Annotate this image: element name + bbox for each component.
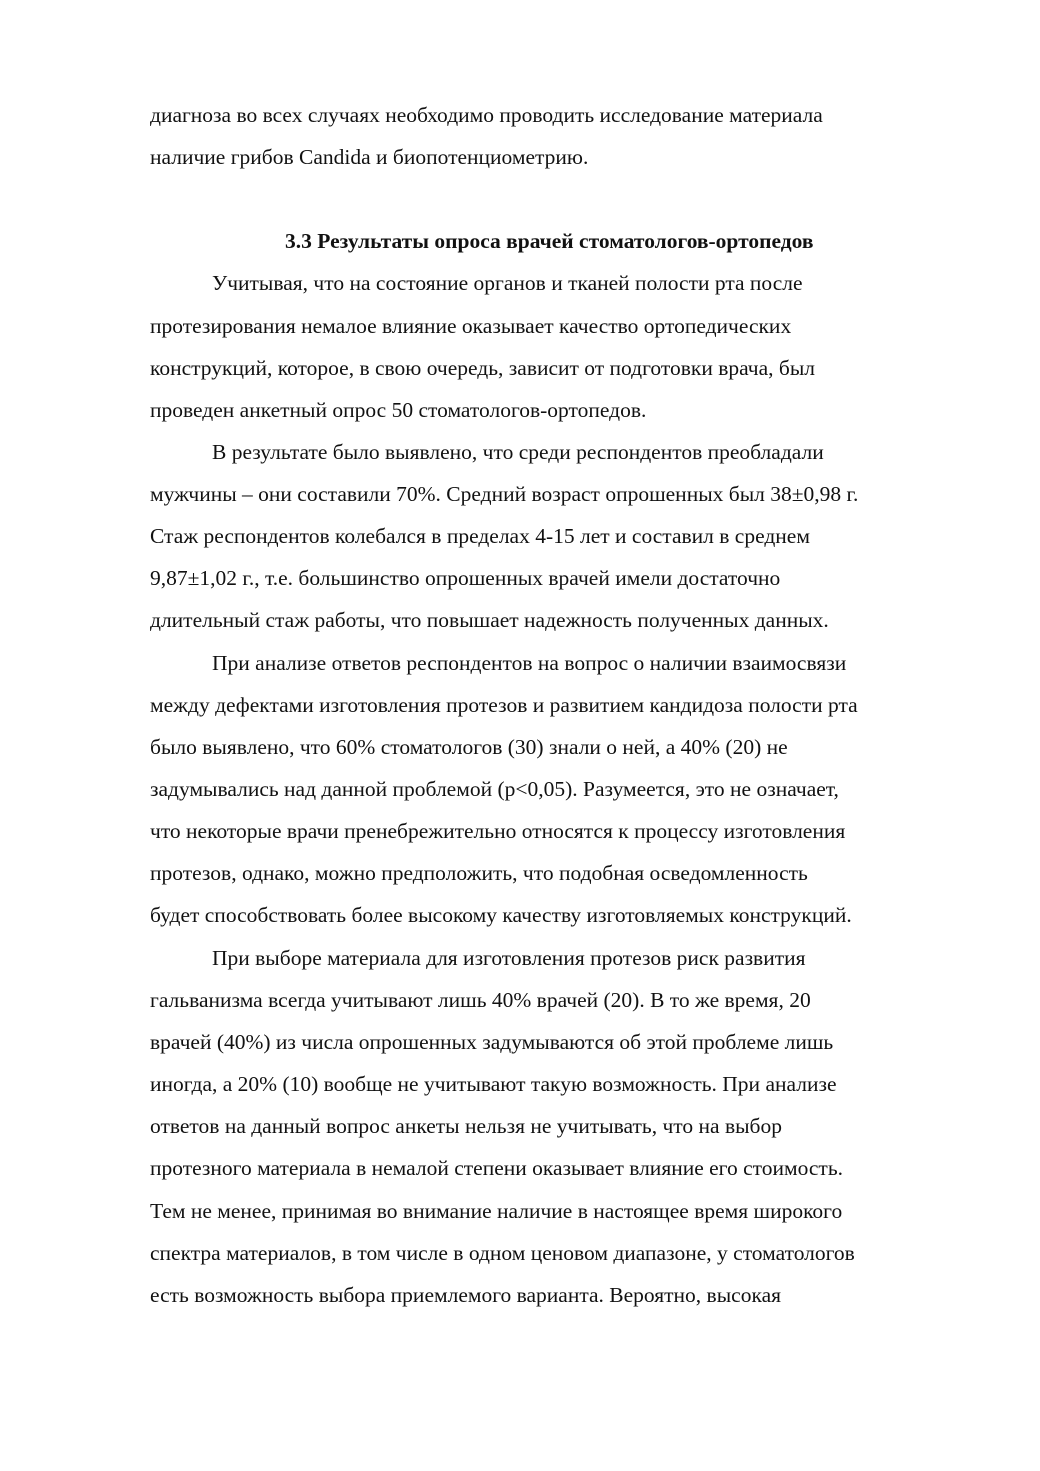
paragraph3-line-2: между дефектами изготовления протезов и развитием кандидоза полости рта	[150, 693, 858, 717]
paragraph3-line-7: будет способствовать более высокому качеству изготовляемых конструкций.	[150, 903, 852, 927]
paragraph4-line-3: врачей (40%) из числа опрошенных задумываются об этой проблеме лишь	[150, 1030, 834, 1054]
paragraph2-line-1: В результате было выявлено, что среди респондентов преобладали	[212, 440, 824, 464]
paragraph2-line-3: Стаж респондентов колебался в пределах 4-15 лет и составил в среднем	[150, 524, 810, 548]
paragraph3-line-3: было выявлено, что 60% стоматологов (30) знали о ней, а 40% (20) не	[150, 735, 788, 759]
paragraph4-line-5: ответов на данный вопрос анкеты нельзя не учитывать, что на выбор	[150, 1114, 782, 1138]
paragraph4-line-2: гальванизма всегда учитывают лишь 40% врачей (20). В то же время, 20	[150, 988, 811, 1012]
paragraph3-line-6: протезов, однако, можно предположить, что подобная осведомленность	[150, 861, 808, 885]
paragraph1-line-1: Учитывая, что на состояние органов и тканей полости рта после	[212, 271, 803, 295]
paragraph3-line-5: что некоторые врачи пренебрежительно относятся к процессу изготовления	[150, 819, 846, 843]
paragraph4-line-4: иногда, а 20% (10) вообще не учитывают такую возможность. При анализе	[150, 1072, 837, 1096]
paragraph3-line-1: При анализе ответов респондентов на вопрос о наличии взаимосвязи	[212, 651, 847, 675]
intro-line-1: диагноза во всех случаях необходимо проводить исследование материала	[150, 103, 823, 127]
paragraph4-line-9: есть возможность выбора приемлемого варианта. Вероятно, высокая	[150, 1283, 781, 1307]
paragraph2-line-5: длительный стаж работы, что повышает надежность полученных данных.	[150, 608, 829, 632]
section-heading: 3.3 Результаты опроса врачей стоматологов-ортопедов	[285, 229, 814, 253]
paragraph1-line-2: протезирования немалое влияние оказывает качество ортопедических	[150, 314, 792, 338]
paragraph2-line-4: 9,87±1,02 г., т.е. большинство опрошенных врачей имели достаточно	[150, 566, 781, 590]
paragraph4-line-7: Тем не менее, принимая во внимание наличие в настоящее время широкого	[150, 1199, 843, 1223]
paragraph1-line-4: проведен анкетный опрос 50 стоматологов-ортопедов.	[150, 398, 647, 422]
paragraph1-line-3: конструкций, которое, в свою очередь, зависит от подготовки врача, был	[150, 356, 816, 380]
intro-line-2: наличие грибов Candida и биопотенциометрию.	[150, 145, 589, 169]
paragraph4-line-8: спектра материалов, в том числе в одном ценовом диапазоне, у стоматологов	[150, 1241, 855, 1265]
paragraph2-line-2: мужчины – они составили 70%. Средний возраст опрошенных был 38±0,98 г.	[150, 482, 859, 506]
paragraph4-line-6: протезного материала в немалой степени оказывает влияние его стоимость.	[150, 1156, 844, 1180]
paragraph3-line-4: задумывались над данной проблемой (р<0,05). Разумеется, это не означает,	[150, 777, 839, 801]
paragraph4-line-1: При выборе материала для изготовления протезов риск развития	[212, 946, 806, 970]
